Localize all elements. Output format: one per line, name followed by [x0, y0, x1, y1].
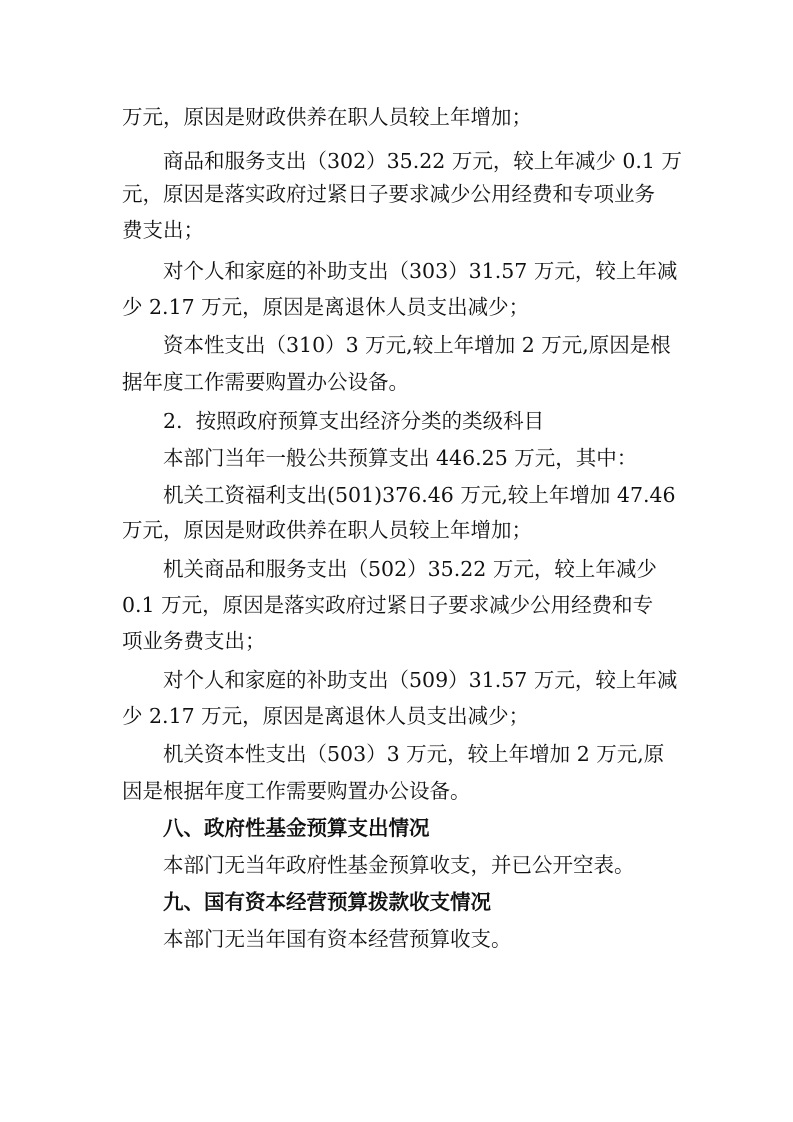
- text-line: 万元，原因是财政供养在职人员较上年增加；: [122, 105, 532, 129]
- text-line: 机关资本性支出（503）3 万元，较上年增加 2 万元,原: [163, 742, 665, 766]
- text-line: 因是根据年度工作需要购置办公设备。: [122, 779, 471, 803]
- text-line: 对个人和家庭的补助支出（303）31.57 万元，较上年减: [163, 259, 678, 283]
- text-line: 本部门无当年政府性基金预算收支，并已公开空表。: [163, 853, 635, 877]
- text-line: 少 2.17 万元，原因是离退休人员支出减少；: [122, 704, 530, 728]
- text-line: 少 2.17 万元，原因是离退休人员支出减少；: [122, 295, 530, 319]
- text-line: 万元，原因是财政供养在职人员较上年增加；: [122, 518, 532, 542]
- text-line: 项业务费支出；: [122, 629, 266, 653]
- text-line: 资本性支出（310）3 万元,较上年增加 2 万元,原因是根: [163, 333, 671, 357]
- text-line: 本部门无当年国有资本经营预算收支。: [163, 927, 512, 951]
- text-line: 机关商品和服务支出（502）35.22 万元，较上年减少: [163, 557, 657, 581]
- section-heading: 九、国有资本经营预算拨款收支情况: [163, 890, 491, 914]
- text-line: 0.1 万元，原因是落实政府过紧日子要求减少公用经费和专: [122, 593, 654, 617]
- text-line: 机关工资福利支出(501)376.46 万元,较上年增加 47.46: [163, 483, 676, 507]
- text-line: 对个人和家庭的补助支出（509）31.57 万元，较上年减: [163, 668, 678, 692]
- text-line: 元，原因是落实政府过紧日子要求减少公用经费和专项业务: [122, 182, 655, 206]
- section-heading: 八、政府性基金预算支出情况: [163, 816, 430, 840]
- text-line: 据年度工作需要购置办公设备。: [122, 370, 409, 394]
- section-subheading: 2. 按照政府预算支出经济分类的类级科目: [163, 409, 545, 433]
- text-line: 商品和服务支出（302）35.22 万元，较上年减少 0.1 万: [163, 149, 682, 173]
- text-line: 本部门当年一般公共预算支出 446.25 万元，其中：: [163, 446, 638, 470]
- text-line: 费支出；: [122, 218, 204, 242]
